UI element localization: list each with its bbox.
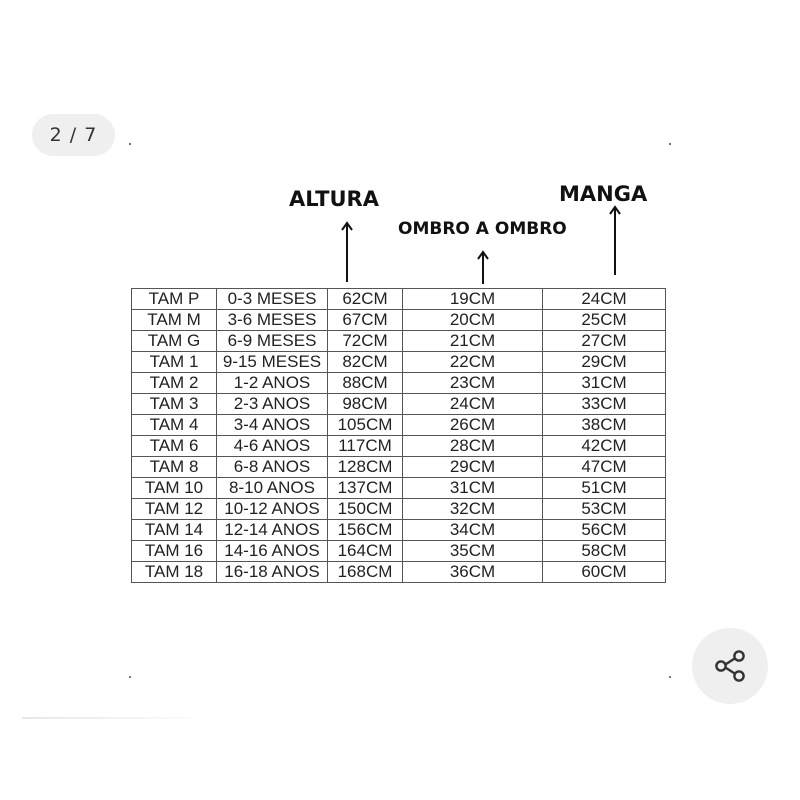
shoulder-cell: 23CM: [403, 373, 543, 394]
size-cell: TAM 16: [132, 541, 217, 562]
size-cell: TAM 14: [132, 520, 217, 541]
height-cell: 164CM: [328, 541, 403, 562]
table-row: [132, 289, 666, 310]
size-chart-table: [131, 288, 666, 583]
sleeve-cell: 51CM: [543, 478, 666, 499]
age-cell: 2-3 ANOS: [217, 394, 328, 415]
size-cell: TAM 8: [132, 457, 217, 478]
shoulder-cell: 28CM: [403, 436, 543, 457]
sleeve-cell: 29CM: [543, 352, 666, 373]
sleeve-cell: 24CM: [543, 289, 666, 310]
age-cell: 14-16 ANOS: [217, 541, 328, 562]
table-row: [132, 310, 666, 331]
shoulder-cell: 36CM: [403, 562, 543, 583]
age-cell: 1-2 ANOS: [217, 373, 328, 394]
size-cell: TAM 18: [132, 562, 217, 583]
corner-mark: [129, 143, 131, 145]
age-cell: 9-15 MESES: [217, 352, 328, 373]
label-manga: MANGA: [559, 182, 648, 206]
sleeve-cell: 27CM: [543, 331, 666, 352]
arrow-up-icon: [608, 204, 622, 276]
shoulder-cell: 34CM: [403, 520, 543, 541]
table-row: [132, 520, 666, 541]
age-cell: 8-10 ANOS: [217, 478, 328, 499]
label-altura: ALTURA: [289, 187, 379, 211]
size-cell: TAM 12: [132, 499, 217, 520]
height-cell: 67CM: [328, 310, 403, 331]
shoulder-cell: 19CM: [403, 289, 543, 310]
sleeve-cell: 31CM: [543, 373, 666, 394]
size-cell: TAM M: [132, 310, 217, 331]
height-cell: 168CM: [328, 562, 403, 583]
shoulder-cell: 31CM: [403, 478, 543, 499]
age-cell: 6-8 ANOS: [217, 457, 328, 478]
height-cell: 137CM: [328, 478, 403, 499]
age-cell: 3-6 MESES: [217, 310, 328, 331]
sleeve-cell: 33CM: [543, 394, 666, 415]
sleeve-cell: 47CM: [543, 457, 666, 478]
table-row: [132, 478, 666, 499]
size-cell: TAM 3: [132, 394, 217, 415]
share-icon: [710, 646, 750, 686]
size-cell: TAM 2: [132, 373, 217, 394]
sleeve-cell: 42CM: [543, 436, 666, 457]
sleeve-cell: 38CM: [543, 415, 666, 436]
table-row: [132, 331, 666, 352]
table-row: [132, 394, 666, 415]
age-cell: 3-4 ANOS: [217, 415, 328, 436]
sleeve-cell: 25CM: [543, 310, 666, 331]
size-cell: TAM 4: [132, 415, 217, 436]
divider: [22, 717, 212, 719]
height-cell: 98CM: [328, 394, 403, 415]
shoulder-cell: 29CM: [403, 457, 543, 478]
table-row: [132, 499, 666, 520]
corner-mark: [669, 676, 671, 678]
corner-mark: [669, 143, 671, 145]
size-cell: TAM 6: [132, 436, 217, 457]
height-cell: 105CM: [328, 415, 403, 436]
age-cell: 4-6 ANOS: [217, 436, 328, 457]
image-counter: 2 / 7: [32, 114, 115, 156]
shoulder-cell: 32CM: [403, 499, 543, 520]
sleeve-cell: 56CM: [543, 520, 666, 541]
age-cell: 16-18 ANOS: [217, 562, 328, 583]
table-row: [132, 352, 666, 373]
shoulder-cell: 22CM: [403, 352, 543, 373]
arrow-up-icon: [340, 220, 354, 283]
shoulder-cell: 35CM: [403, 541, 543, 562]
shoulder-cell: 26CM: [403, 415, 543, 436]
shoulder-cell: 21CM: [403, 331, 543, 352]
height-cell: 128CM: [328, 457, 403, 478]
corner-mark: [129, 676, 131, 678]
sleeve-cell: 53CM: [543, 499, 666, 520]
shoulder-cell: 20CM: [403, 310, 543, 331]
arrow-up-icon: [476, 249, 490, 285]
size-cell: TAM 1: [132, 352, 217, 373]
height-cell: 156CM: [328, 520, 403, 541]
size-cell: TAM 10: [132, 478, 217, 499]
share-button[interactable]: [692, 628, 768, 704]
age-cell: 10-12 ANOS: [217, 499, 328, 520]
height-cell: 117CM: [328, 436, 403, 457]
table-row: [132, 373, 666, 394]
shoulder-cell: 24CM: [403, 394, 543, 415]
size-cell: TAM P: [132, 289, 217, 310]
height-cell: 88CM: [328, 373, 403, 394]
table-row: [132, 541, 666, 562]
height-cell: 72CM: [328, 331, 403, 352]
age-cell: 12-14 ANOS: [217, 520, 328, 541]
label-ombro-a-ombro: OMBRO A OMBRO: [398, 219, 567, 239]
age-cell: 0-3 MESES: [217, 289, 328, 310]
table-row: [132, 415, 666, 436]
height-cell: 62CM: [328, 289, 403, 310]
table-row: [132, 562, 666, 583]
height-cell: 82CM: [328, 352, 403, 373]
table-row: [132, 436, 666, 457]
height-cell: 150CM: [328, 499, 403, 520]
size-cell: TAM G: [132, 331, 217, 352]
table-row: [132, 457, 666, 478]
sleeve-cell: 60CM: [543, 562, 666, 583]
age-cell: 6-9 MESES: [217, 331, 328, 352]
sleeve-cell: 58CM: [543, 541, 666, 562]
